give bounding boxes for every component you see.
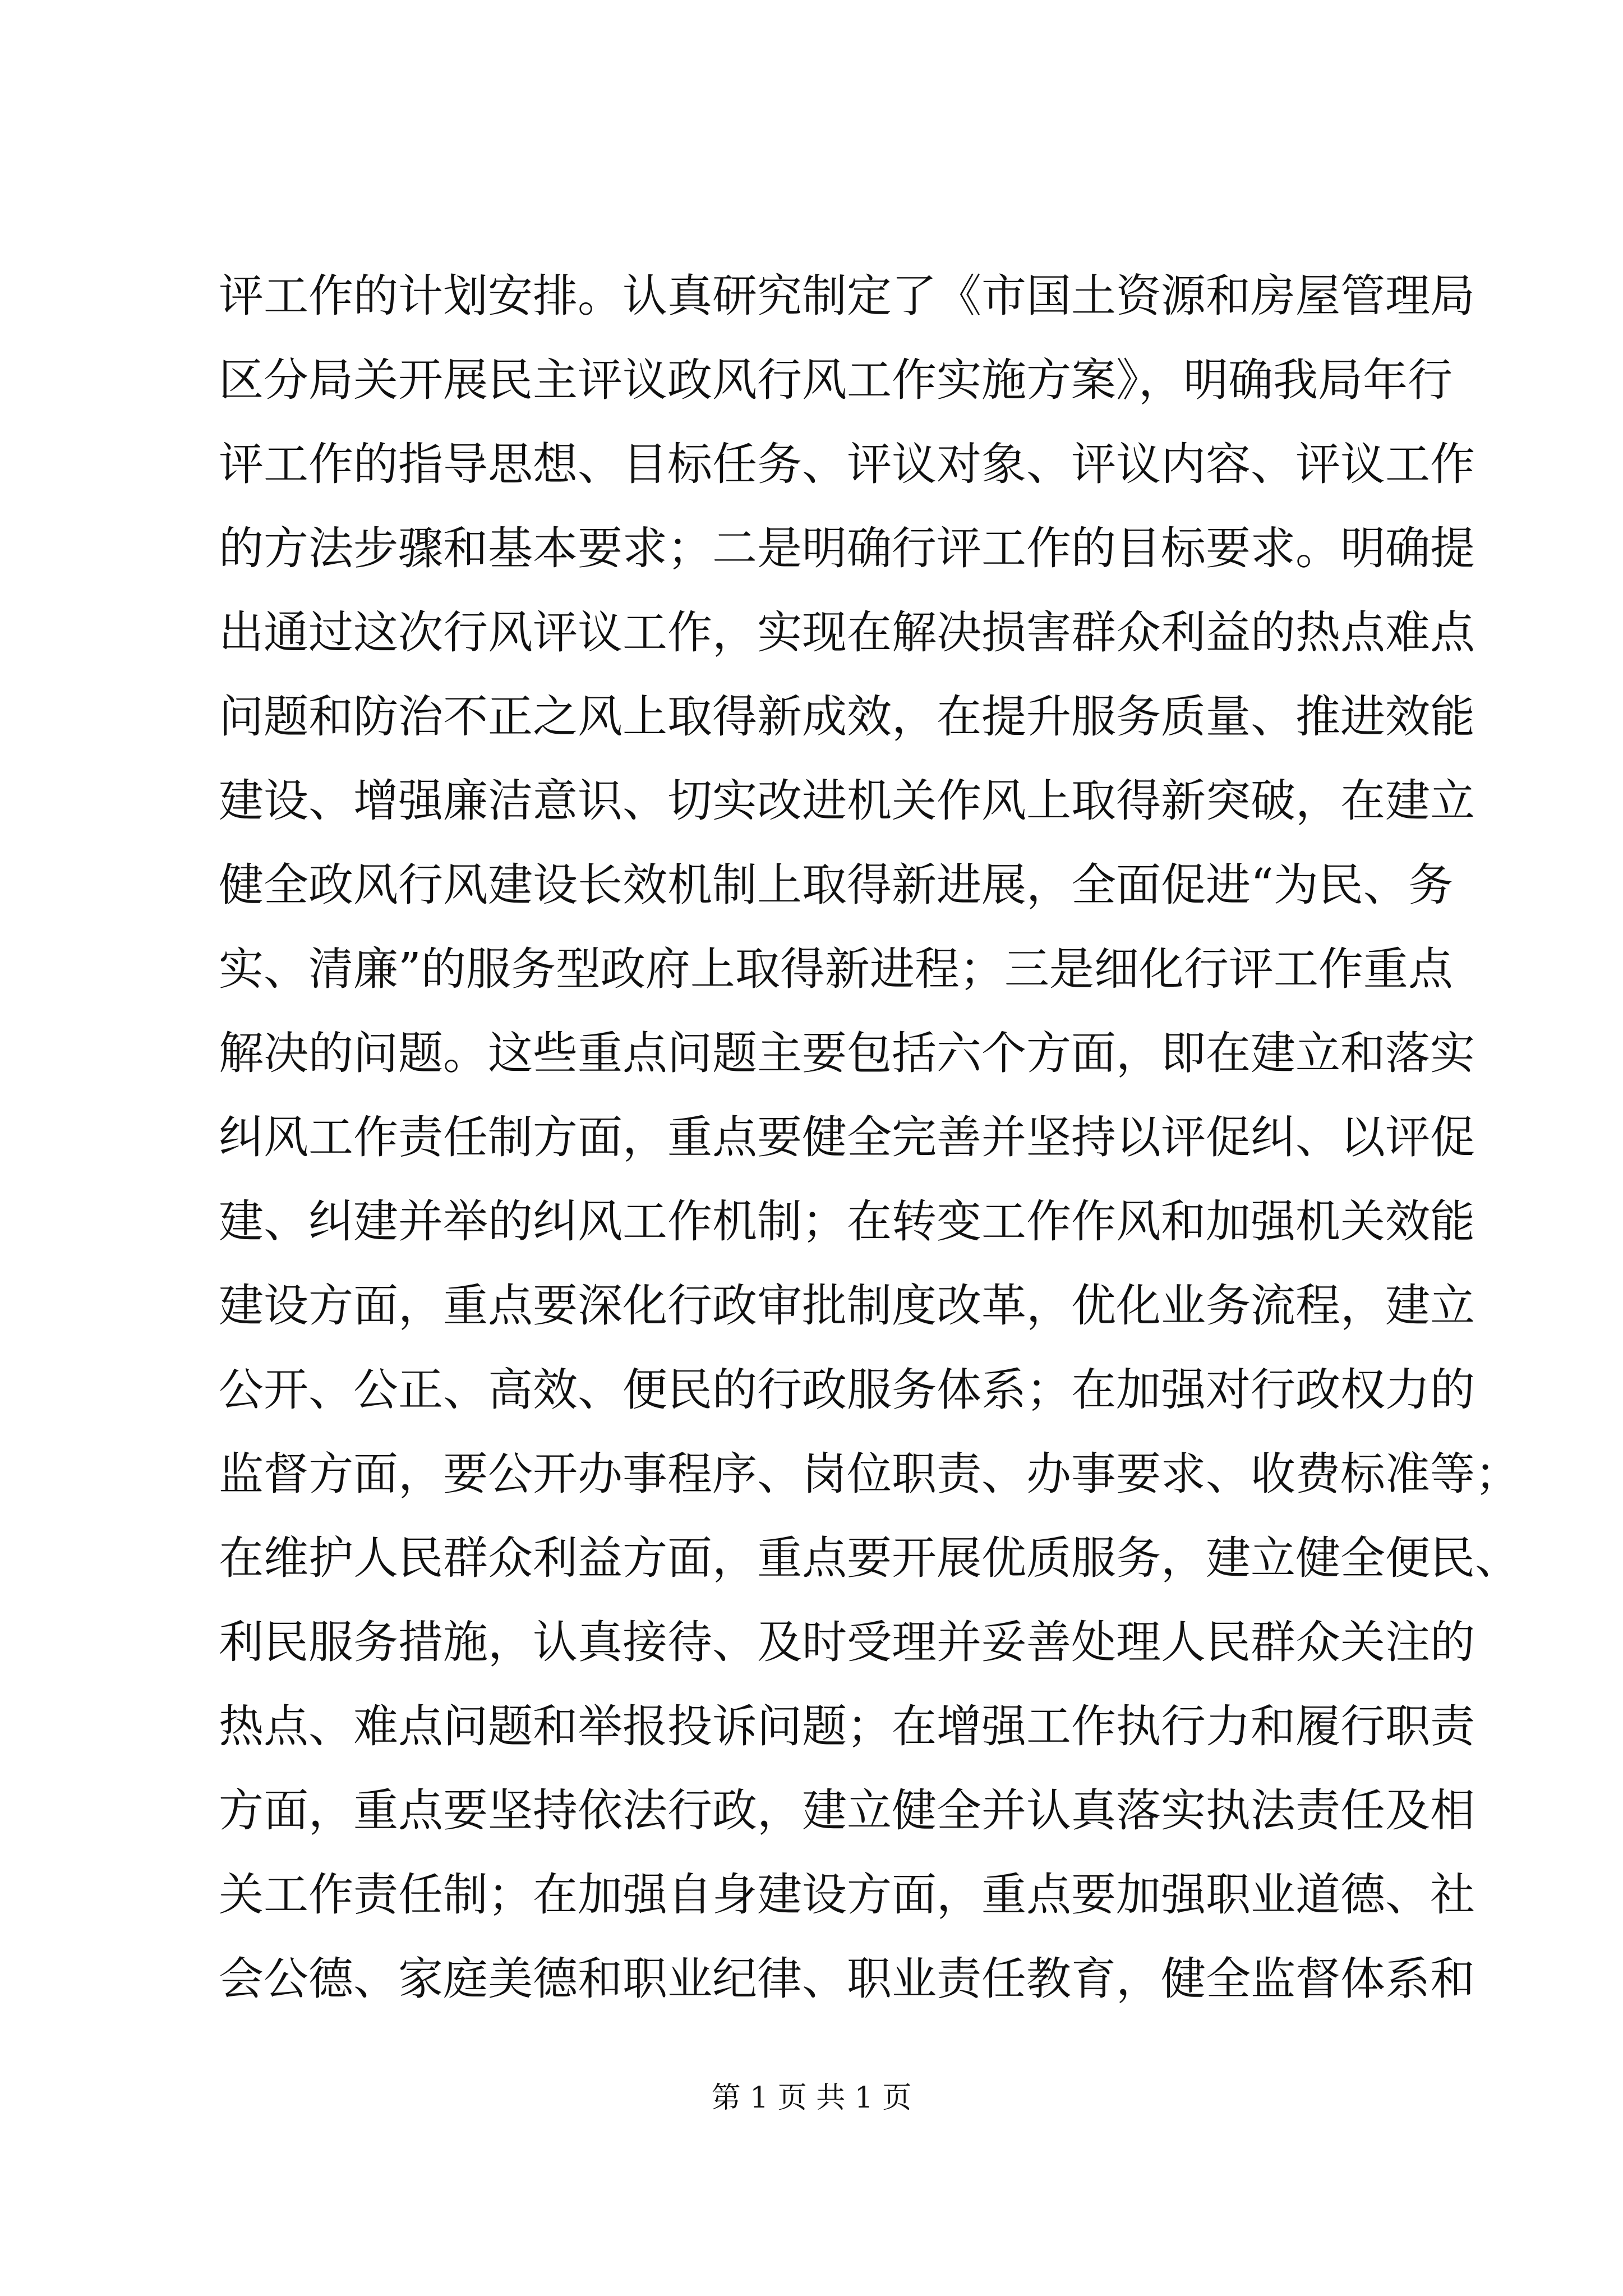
text-line-4: 的方法步骤和基本要求；二是明确行评工作的目标要求。明确提 <box>219 522 1475 574</box>
text-line-7: 建设、增强廉洁意识、切实改进机关作风上取得新突破，在建立 <box>219 775 1475 827</box>
text-line-5: 出通过这次行风评议工作，实现在解决损害群众利益的热点难点 <box>219 606 1475 659</box>
text-line-17: 利民服务措施，认真接待、及时受理并妥善处理人民群众关注的 <box>219 1616 1475 1668</box>
text-line-9: 实、清廉”的服务型政府上取得新进程；三是细化行评工作重点 <box>219 943 1453 995</box>
text-line-16: 在维护人民群众利益方面，重点要开展优质服务，建立健全便民、 <box>219 1532 1520 1584</box>
text-line-14: 公开、公正、高效、便民的行政服务体系；在加强对行政权力的 <box>219 1364 1475 1416</box>
text-line-19: 方面，重点要坚持依法行政，建立健全并认真落实执法责任及相 <box>219 1784 1475 1837</box>
body-paragraph <box>219 254 1520 2021</box>
page-number-label: 第 1 页 共 1 页 <box>711 2081 912 2115</box>
text-line-21: 会公德、家庭美德和职业纪律、职业责任教育，健全监督体系和 <box>219 1953 1475 2005</box>
text-line-8: 健全政风行风建设长效机制上取得新进展，全面促进“为民、务 <box>219 859 1453 911</box>
text-line-11: 纠风工作责任制方面，重点要健全完善并坚持以评促纠、以评促 <box>219 1111 1475 1163</box>
text-line-6: 问题和防治不正之风上取得新成效，在提升服务质量、推进效能 <box>219 691 1475 743</box>
page-footer <box>0 2078 1623 2118</box>
text-line-1: 评工作的计划安排。认真研究制定了《市国土资源和房屋管理局 <box>219 270 1475 322</box>
text-line-15: 监督方面，要公开办事程序、岗位职责、办事要求、收费标准等； <box>219 1448 1520 1500</box>
text-line-13: 建设方面，重点要深化行政审批制度改革，优化业务流程，建立 <box>219 1280 1475 1332</box>
text-line-3: 评工作的指导思想、目标任务、评议对象、评议内容、评议工作 <box>219 438 1475 490</box>
text-line-2: 区分局关开展民主评议政风行风工作实施方案》，明确我局年行 <box>219 354 1453 406</box>
text-line-20: 关工作责任制；在加强自身建设方面，重点要加强职业道德、社 <box>219 1869 1475 1921</box>
text-line-10: 解决的问题。这些重点问题主要包括六个方面，即在建立和落实 <box>219 1027 1475 1079</box>
text-line-12: 建、纠建并举的纠风工作机制；在转变工作作风和加强机关效能 <box>219 1195 1475 1248</box>
text-line-18: 热点、难点问题和举报投诉问题；在增强工作执行力和履行职责 <box>219 1700 1475 1752</box>
